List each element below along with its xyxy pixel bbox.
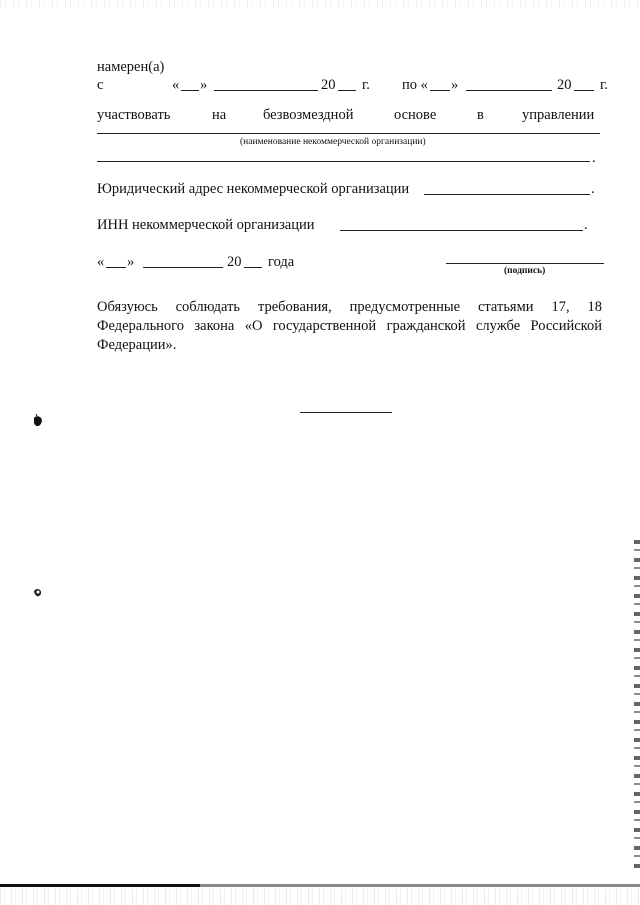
- signature-line[interactable]: [446, 263, 604, 264]
- participate-word-6: управлении: [522, 107, 595, 123]
- from-year-suffix: г.: [362, 77, 370, 93]
- legal-address-label: Юридический адрес некоммерческой организации: [97, 181, 410, 197]
- legal-address-period: .: [591, 181, 595, 197]
- from-day-blank[interactable]: [181, 90, 199, 91]
- from-quote-close: »: [200, 77, 208, 93]
- scan-noise-bottom: [0, 887, 640, 905]
- from-year-prefix: 20: [321, 77, 336, 93]
- participate-word-2: на: [212, 107, 227, 123]
- org-name-line-2[interactable]: [97, 161, 590, 162]
- date-quote-open: «: [97, 254, 105, 270]
- date-month-blank[interactable]: [143, 267, 223, 268]
- to-quote-close: »: [451, 77, 459, 93]
- legal-address-line[interactable]: [424, 194, 590, 195]
- org-name-caption: (наименование некоммерческой организации): [240, 137, 426, 147]
- scan-blot-1: [32, 414, 44, 428]
- to-year-suffix: г.: [600, 77, 608, 93]
- inn-line[interactable]: [340, 230, 583, 231]
- inn-period: .: [584, 217, 588, 233]
- participate-word-1: участвовать: [97, 107, 171, 123]
- to-month-blank[interactable]: [466, 90, 552, 91]
- scan-blot-2: [32, 586, 44, 598]
- date-year-blank[interactable]: [244, 267, 262, 268]
- to-year-prefix: 20: [557, 77, 572, 93]
- date-year-word: года: [268, 254, 295, 270]
- to-prefix: по «: [402, 77, 428, 93]
- intent-word: намерен(а): [97, 59, 165, 75]
- participate-word-5: в: [477, 107, 484, 123]
- org-name-period: .: [592, 150, 596, 166]
- to-year-blank[interactable]: [574, 90, 594, 91]
- inn-label: ИНН некоммерческой организации: [97, 217, 315, 233]
- to-day-blank[interactable]: [430, 90, 450, 91]
- scan-edge-right: [634, 540, 640, 870]
- date-year-prefix: 20: [227, 254, 242, 270]
- date-day-blank[interactable]: [106, 267, 126, 268]
- obligation-paragraph: Обязуюсь соблюдать требования, предусмотренные статьями 17, 18 Федерального закона «О государственной гражданской службе Российской Федерации».: [97, 299, 602, 353]
- org-name-line-1[interactable]: [97, 133, 600, 134]
- from-month-blank[interactable]: [214, 90, 318, 91]
- date-quote-close: »: [127, 254, 135, 270]
- from-prefix: с: [97, 77, 104, 93]
- participate-word-3: безвозмездной: [263, 107, 354, 123]
- participate-word-4: основе: [394, 107, 437, 123]
- from-quote-open: «: [172, 77, 180, 93]
- signature-caption: (подпись): [504, 266, 546, 276]
- end-separator: [300, 412, 392, 413]
- scan-noise-top: [0, 0, 640, 8]
- from-year-blank[interactable]: [338, 90, 356, 91]
